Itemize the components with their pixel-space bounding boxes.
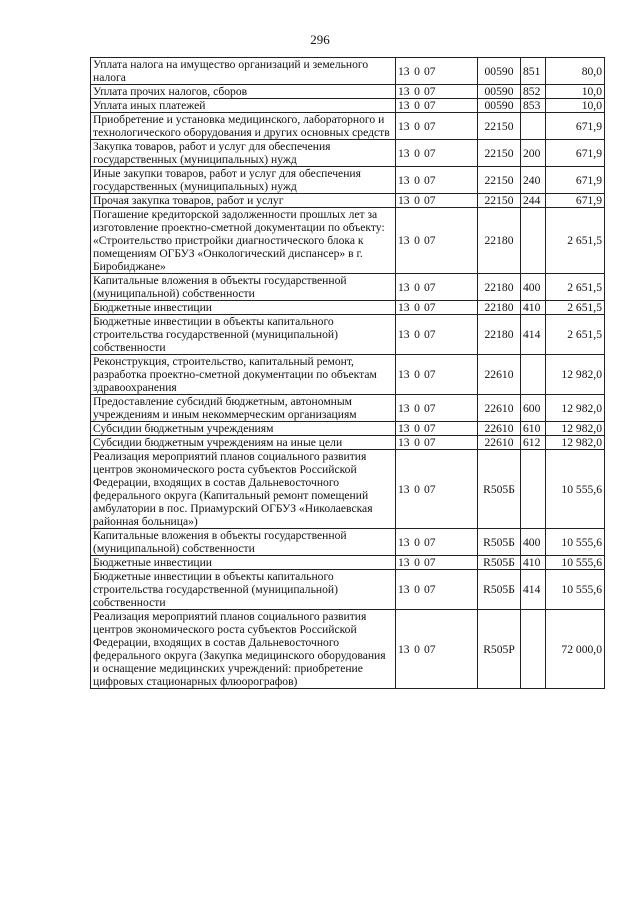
row-podrazdel: 07: [424, 482, 436, 496]
row-podrazdel: 07: [424, 436, 436, 449]
row-podrazdel: 07: [424, 234, 436, 247]
row-expense-type: 853: [521, 99, 546, 113]
row-name: Иные закупки товаров, работ и услуг для обеспечения государственных (муниципальных) нужд: [91, 167, 396, 194]
row-name: Погашение кредиторской задолженности прошлых лет за изготовление проектно-сметной документации по объекту: «Строительство пристройки диагностического блока к помещениям ОГБУЗ «Онкологический диспансер» в г. Биробиджане»: [91, 208, 396, 274]
row-expense-type: 612: [521, 436, 546, 450]
row-zero: 0: [414, 234, 420, 247]
row-name: Реализация мероприятий планов социального развития центров экономического роста субъектов Российской Федерации, входящих в состав Дальневосточного федерального округа (Закупка медицинского оборудования и оснащение медицинских учреждений: приобретение цифровых стационарных флюорографов): [91, 610, 396, 689]
table-row: [91, 422, 605, 436]
row-razdel: 13: [398, 146, 410, 160]
table-row: [91, 436, 605, 450]
row-amount: 2 651,5: [546, 208, 605, 274]
row-section-code: [396, 556, 478, 570]
table-row: [91, 610, 605, 689]
row-target-code: 22180: [478, 208, 521, 274]
row-razdel: 13: [398, 85, 410, 98]
row-expense-type: 414: [521, 315, 546, 355]
row-section-code: [396, 208, 478, 274]
budget-table: [90, 57, 605, 689]
row-target-code: 22150: [478, 140, 521, 167]
row-podrazdel: 07: [424, 173, 436, 187]
row-target-code: 22180: [478, 315, 521, 355]
row-name: Бюджетные инвестиции: [91, 301, 396, 315]
row-podrazdel: 07: [424, 64, 436, 78]
row-razdel: 13: [398, 64, 410, 78]
row-name: Закупка товаров, работ и услуг для обеспечения государственных (муниципальных) нужд: [91, 140, 396, 167]
row-podrazdel: 07: [424, 642, 436, 656]
row-section-code: [396, 355, 478, 395]
row-name: Субсидии бюджетным учреждениям на иные цели: [91, 436, 396, 450]
row-razdel: 13: [398, 401, 410, 415]
row-expense-type: 410: [521, 556, 546, 570]
row-podrazdel: 07: [424, 535, 436, 549]
row-section-code: [396, 570, 478, 610]
row-expense-type: [521, 208, 546, 274]
row-target-code: 22150: [478, 167, 521, 194]
row-section-code: [396, 529, 478, 556]
row-podrazdel: 07: [424, 280, 436, 294]
row-name: Предоставление субсидий бюджетным, автономным учреждениям и иным некоммерческим организациям: [91, 395, 396, 422]
row-name: Приобретение и установка медицинского, лабораторного и технологического оборудования и других основных средств: [91, 113, 396, 140]
table-row: [91, 140, 605, 167]
row-expense-type: [521, 355, 546, 395]
row-amount: 671,9: [546, 140, 605, 167]
row-expense-type: [521, 450, 546, 529]
row-amount: 80,0: [546, 58, 605, 85]
row-podrazdel: 07: [424, 328, 436, 341]
row-section-code: [396, 85, 478, 99]
table-row: [91, 85, 605, 99]
row-amount: 671,9: [546, 113, 605, 140]
row-expense-type: 400: [521, 274, 546, 301]
row-expense-type: 600: [521, 395, 546, 422]
row-expense-type: 851: [521, 58, 546, 85]
row-podrazdel: 07: [424, 85, 436, 98]
row-name: Бюджетные инвестиции в объекты капитального строительства государственной (муниципальной) собственности: [91, 315, 396, 355]
row-section-code: [396, 301, 478, 315]
row-podrazdel: 07: [424, 556, 436, 569]
row-name: Субсидии бюджетным учреждениям: [91, 422, 396, 436]
row-target-code: 22150: [478, 113, 521, 140]
row-amount: 10,0: [546, 85, 605, 99]
row-zero: 0: [414, 328, 420, 341]
row-target-code: R505Б: [478, 556, 521, 570]
row-zero: 0: [414, 85, 420, 98]
row-amount: 2 651,5: [546, 301, 605, 315]
row-target-code: R505Б: [478, 529, 521, 556]
row-target-code: 22150: [478, 194, 521, 208]
row-section-code: [396, 167, 478, 194]
row-razdel: 13: [398, 280, 410, 294]
row-expense-type: 400: [521, 529, 546, 556]
row-podrazdel: 07: [424, 194, 436, 207]
row-zero: 0: [414, 368, 420, 381]
row-name: Уплата налога на имущество организаций и земельного налога: [91, 58, 396, 85]
row-target-code: 22180: [478, 274, 521, 301]
row-razdel: 13: [398, 234, 410, 247]
row-amount: 10,0: [546, 99, 605, 113]
row-razdel: 13: [398, 482, 410, 496]
row-razdel: 13: [398, 119, 410, 133]
row-zero: 0: [414, 535, 420, 549]
row-razdel: 13: [398, 328, 410, 341]
row-target-code: 00590: [478, 99, 521, 113]
row-amount: 12 982,0: [546, 436, 605, 450]
row-name: Реконструкция, строительство, капитальный ремонт, разработка проектно-сметной документации по объектам здравоохранения: [91, 355, 396, 395]
row-section-code: [396, 194, 478, 208]
row-amount: 2 651,5: [546, 274, 605, 301]
row-section-code: [396, 99, 478, 113]
row-zero: 0: [414, 436, 420, 449]
table-row: [91, 570, 605, 610]
row-podrazdel: 07: [424, 119, 436, 133]
row-podrazdel: 07: [424, 301, 436, 314]
row-zero: 0: [414, 642, 420, 656]
row-zero: 0: [414, 119, 420, 133]
row-amount: 72 000,0: [546, 610, 605, 689]
row-podrazdel: 07: [424, 146, 436, 160]
row-podrazdel: 07: [424, 99, 436, 112]
row-name: Уплата прочих налогов, сборов: [91, 85, 396, 99]
row-razdel: 13: [398, 194, 410, 207]
row-razdel: 13: [398, 436, 410, 449]
table-row: [91, 194, 605, 208]
row-amount: 671,9: [546, 167, 605, 194]
table-row: [91, 167, 605, 194]
row-section-code: [396, 140, 478, 167]
row-amount: 10 555,6: [546, 556, 605, 570]
row-zero: 0: [414, 146, 420, 160]
row-zero: 0: [414, 64, 420, 78]
row-target-code: 22610: [478, 395, 521, 422]
row-podrazdel: 07: [424, 368, 436, 381]
row-razdel: 13: [398, 368, 410, 381]
row-name: Прочая закупка товаров, работ и услуг: [91, 194, 396, 208]
row-razdel: 13: [398, 173, 410, 187]
page-number: 296: [310, 32, 330, 47]
row-section-code: [396, 610, 478, 689]
row-name: Капитальные вложения в объекты государственной (муниципальной) собственности: [91, 274, 396, 301]
row-section-code: [396, 315, 478, 355]
row-section-code: [396, 450, 478, 529]
row-amount: 10 555,6: [546, 450, 605, 529]
row-zero: 0: [414, 301, 420, 314]
row-section-code: [396, 58, 478, 85]
table-row: [91, 301, 605, 315]
row-amount: 12 982,0: [546, 355, 605, 395]
table-row: [91, 529, 605, 556]
row-name: Бюджетные инвестиции в объекты капитального строительства государственной (муниципальной) собственности: [91, 570, 396, 610]
row-podrazdel: 07: [424, 583, 436, 596]
row-target-code: 22180: [478, 301, 521, 315]
row-amount: 10 555,6: [546, 529, 605, 556]
row-zero: 0: [414, 482, 420, 496]
row-zero: 0: [414, 194, 420, 207]
row-target-code: 22610: [478, 355, 521, 395]
row-expense-type: 610: [521, 422, 546, 436]
row-target-code: R505Б: [478, 450, 521, 529]
row-target-code: 00590: [478, 85, 521, 99]
row-razdel: 13: [398, 422, 410, 435]
table-row: [91, 113, 605, 140]
row-razdel: 13: [398, 535, 410, 549]
row-zero: 0: [414, 422, 420, 435]
row-section-code: [396, 274, 478, 301]
row-razdel: 13: [398, 301, 410, 314]
table-row: [91, 315, 605, 355]
row-razdel: 13: [398, 556, 410, 569]
row-zero: 0: [414, 401, 420, 415]
row-amount: 2 651,5: [546, 315, 605, 355]
row-target-code: 22610: [478, 422, 521, 436]
row-section-code: [396, 113, 478, 140]
table-row: [91, 556, 605, 570]
row-name: Бюджетные инвестиции: [91, 556, 396, 570]
table-row: [91, 355, 605, 395]
row-zero: 0: [414, 556, 420, 569]
row-expense-type: 240: [521, 167, 546, 194]
row-target-code: R505Б: [478, 570, 521, 610]
row-zero: 0: [414, 280, 420, 294]
row-target-code: 22610: [478, 436, 521, 450]
row-target-code: R505Р: [478, 610, 521, 689]
row-section-code: [396, 436, 478, 450]
row-expense-type: 852: [521, 85, 546, 99]
table-row: [91, 208, 605, 274]
row-amount: 12 982,0: [546, 422, 605, 436]
row-zero: 0: [414, 583, 420, 596]
table-row: [91, 395, 605, 422]
row-zero: 0: [414, 173, 420, 187]
row-podrazdel: 07: [424, 422, 436, 435]
table-row: [91, 450, 605, 529]
row-razdel: 13: [398, 583, 410, 596]
row-expense-type: 414: [521, 570, 546, 610]
row-target-code: 00590: [478, 58, 521, 85]
row-razdel: 13: [398, 99, 410, 112]
row-amount: 12 982,0: [546, 395, 605, 422]
row-expense-type: [521, 610, 546, 689]
row-amount: 10 555,6: [546, 570, 605, 610]
row-section-code: [396, 422, 478, 436]
row-section-code: [396, 395, 478, 422]
row-name: Капитальные вложения в объекты государственной (муниципальной) собственности: [91, 529, 396, 556]
row-expense-type: 410: [521, 301, 546, 315]
row-podrazdel: 07: [424, 401, 436, 415]
row-expense-type: [521, 113, 546, 140]
row-expense-type: 244: [521, 194, 546, 208]
row-expense-type: 200: [521, 140, 546, 167]
row-razdel: 13: [398, 642, 410, 656]
table-row: [91, 99, 605, 113]
row-name: Уплата иных платежей: [91, 99, 396, 113]
table-row: [91, 274, 605, 301]
row-zero: 0: [414, 99, 420, 112]
row-amount: 671,9: [546, 194, 605, 208]
table-row: [91, 58, 605, 85]
row-name: Реализация мероприятий планов социального развития центров экономического роста субъектов Российской Федерации, входящих в состав Дальневосточного федерального округа (Капитальный ремонт помещений амбулатории в пос. Приамурский ОГБУЗ «Николаевская районная больница»): [91, 450, 396, 529]
